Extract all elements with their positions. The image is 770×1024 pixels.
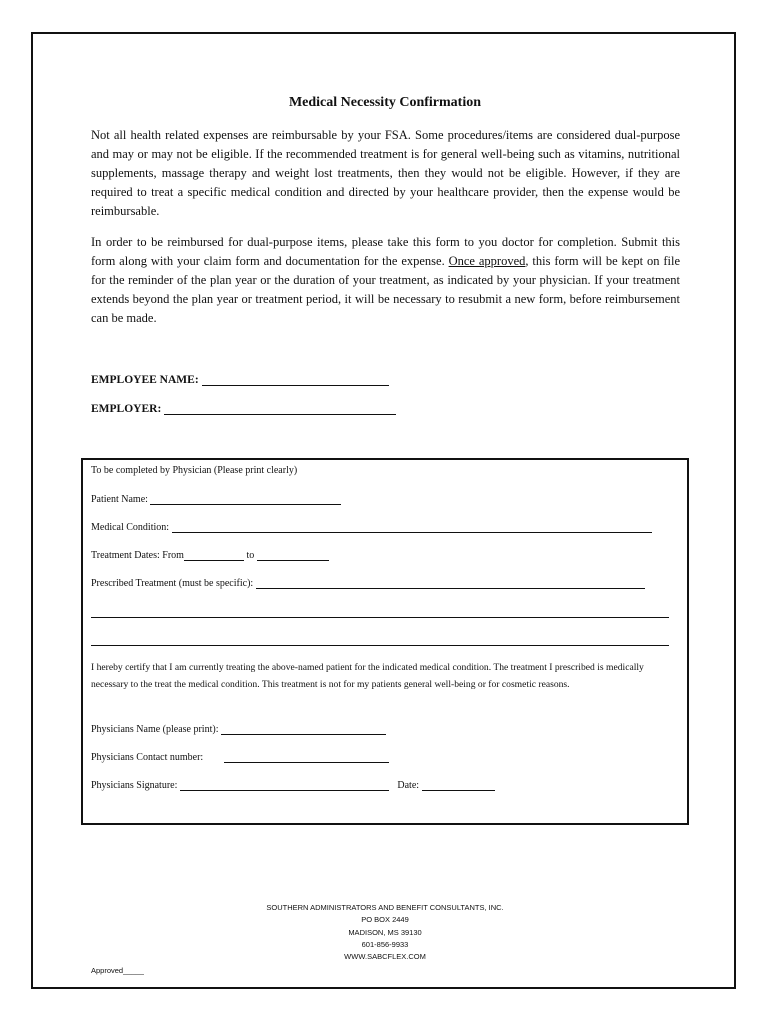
treatment-date-from-input-line[interactable] — [184, 548, 244, 561]
treatment-dates-field — [91, 548, 329, 561]
instructions-paragraph — [91, 233, 680, 328]
prescribed-treatment-input-line[interactable] — [256, 576, 645, 589]
prescribed-treatment-label: Prescribed Treatment (must be specific): — [91, 578, 254, 589]
physician-section — [81, 458, 689, 825]
footer-website: WWW.SABCFLEX.COM — [344, 952, 426, 962]
physician-signature-label: Physicians Signature: — [91, 780, 178, 791]
footer-phone: 601-856-9933 — [361, 939, 409, 949]
employer-field — [91, 402, 396, 415]
employer-input-line[interactable] — [164, 402, 396, 415]
instructions-text-before: In order to be reimbursed for dual-purpose items, please take this form to you doctor for completion. Submit this form along with your claim form and documentation for the expense. — [91, 235, 680, 268]
treatment-dates-to-label: to — [246, 550, 255, 561]
physician-section-heading: To be completed by Physician (Please print clearly) — [91, 465, 298, 476]
employee-name-field — [91, 373, 389, 386]
date-label: Date: — [397, 780, 420, 791]
prescribed-treatment-field — [91, 576, 645, 589]
physician-contact-input-line[interactable] — [224, 750, 389, 763]
physician-contact-field — [91, 750, 389, 763]
employer-label: EMPLOYER: — [91, 403, 162, 415]
patient-name-field — [91, 492, 341, 505]
date-input-line[interactable] — [422, 778, 495, 791]
patient-name-input-line[interactable] — [150, 492, 341, 505]
physician-name-field — [91, 722, 386, 735]
footer-po-box: PO BOX 2449 — [361, 915, 409, 925]
page-title: Medical Necessity Confirmation — [288, 95, 482, 110]
employee-name-label: EMPLOYEE NAME: — [91, 374, 199, 386]
footer-address — [0, 902, 770, 963]
physician-certification: I hereby certify that I am currently treating the above-named patient for the indicated medical condition. The treatment I prescribed is medically necessary to the treat the medical condition. This treatment is not for my patients general well-being or for cosmetic reasons. — [91, 662, 644, 690]
instructions-text-after: , this form will be kept on file for the reminder of the plan year or the duration of your treatment, as indicated by your physician. If your treatment extends beyond the plan year or treatment period, it will be necessary to resubmit a new form, before reimbursement can be made. — [91, 254, 680, 325]
treatment-date-to-input-line[interactable] — [257, 548, 329, 561]
employee-name-input-line[interactable] — [202, 373, 389, 386]
physician-signature-input-line[interactable] — [180, 778, 389, 791]
footer-city: MADISON, MS 39130 — [348, 927, 422, 937]
medical-condition-input-line[interactable] — [172, 520, 652, 533]
intro-paragraph: Not all health related expenses are reimbursable by your FSA. Some procedures/items are considered dual-purpose and may or may not be eligible. If the recommended treatment is for general well-being such as vitamins, nutritional supplements, massage therapy and weight lost treatments, then they would not be eligible. However, if they are required to treat a specific medical condition and directed by your healthcare provider, then the expense would be reimbursable. — [91, 128, 680, 218]
treatment-dates-from-label: Treatment Dates: From — [91, 550, 184, 561]
patient-name-label: Patient Name: — [91, 494, 148, 505]
physician-signature-field — [91, 778, 495, 791]
prescribed-treatment-line-2[interactable] — [91, 617, 669, 618]
medical-condition-field — [91, 520, 652, 533]
prescribed-treatment-line-3[interactable] — [91, 645, 669, 646]
instructions-text-underlined: Once approved — [448, 254, 526, 268]
physician-contact-label: Physicians Contact number: — [91, 752, 204, 763]
physician-name-label: Physicians Name (please print): — [91, 724, 219, 735]
footer-company: SOUTHERN ADMINISTRATORS AND BENEFIT CONSULTANTS, INC. — [266, 903, 504, 912]
physician-name-input-line[interactable] — [221, 722, 386, 735]
approved-label: Approved_____ — [91, 966, 144, 975]
medical-condition-label: Medical Condition: — [91, 522, 170, 533]
